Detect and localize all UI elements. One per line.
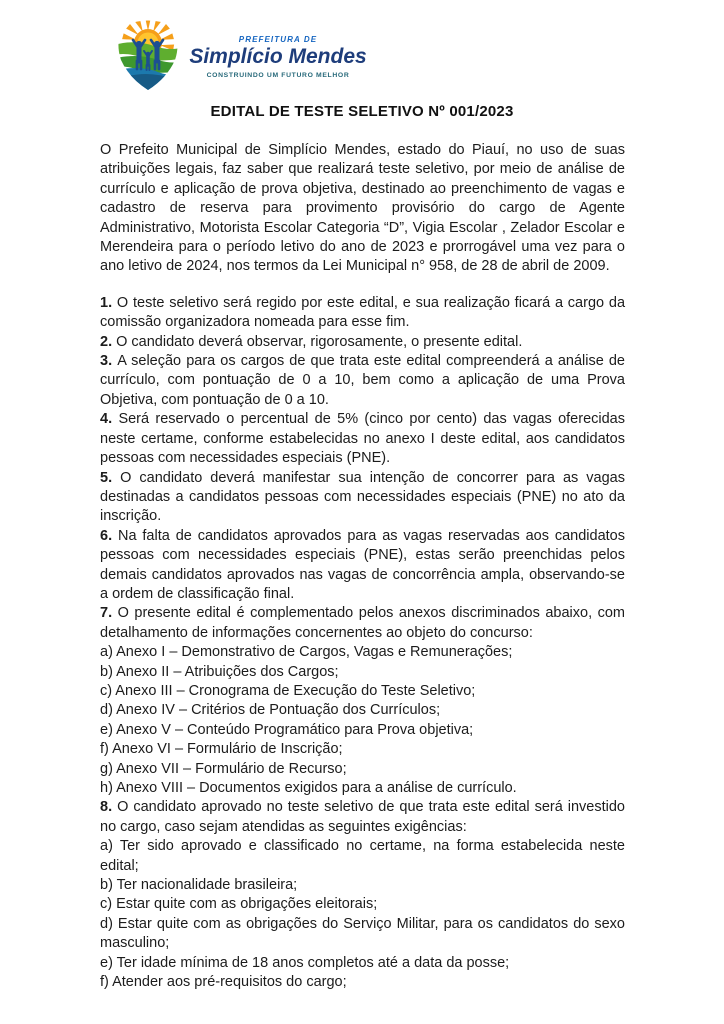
paragraph-number: 8. [100,799,118,816]
paragraph-text: h) Anexo VIII – Documentos exigidos para a análise de currículo. [100,780,517,796]
document-title: EDITAL DE TESTE SELETIVO Nº 001/2023 [210,103,514,120]
paragraph-text: f) Atender aos pré-requisitos do cargo; [100,974,347,991]
logo-text [189,34,367,79]
paragraph [100,954,625,973]
paragraph-text: a) Anexo I – Demonstrativo de Cargos, Vagas e Remunerações; [100,644,513,661]
logo-city-name: Simplício Mendes [189,44,367,68]
paragraph-text: O candidato deverá manifestar sua intenção de concorrer para as vagas destinadas a candidatos pessoas com necessidades especiais (PNE) no ato da inscrição. [100,469,626,525]
paragraph [100,721,625,740]
paragraph-text: b) Anexo II – Atribuições dos Cargos; [100,663,339,680]
paragraph-text: d) Anexo IV – Critérios de Pontuação dos Currículos; [100,702,441,719]
paragraph [100,798,625,837]
logo-prefeitura-de: PREFEITURA DE [238,34,318,44]
paragraph [100,760,625,779]
paragraph [100,663,625,682]
paragraph-text: b) Ter nacionalidade brasileira; [100,877,298,894]
paragraph [100,973,625,992]
municipality-logo [110,12,367,97]
paragraph-text: g) Anexo VII – Formulário de Recurso; [100,760,347,777]
paragraph [100,604,625,643]
paragraph [100,527,625,605]
paragraph-number: 7. [100,605,118,622]
paragraph [100,837,625,876]
paragraph [100,469,625,527]
paragraph-text: O candidato aprovado no teste seletivo de que trata este edital será investido no cargo, caso sejam atendidas as seguintes exigências: [100,799,625,835]
paragraph-number: 1. [100,294,117,311]
paragraph-text: e) Anexo V – Conteúdo Programático para Prova objetiva; [100,721,474,738]
paragraph-text: Será reservado o percentual de 5% (cinco por cento) das vagas oferecidas neste certame, conforme estabelecidas no anexo I deste edital, aos candidatos pessoas com necessidades especiais (PNE). [100,411,625,467]
paragraph [100,779,625,798]
paragraph-text: d) Estar quite com as obrigações do Serviço Militar, para os candidatos do sexo masculino; [100,915,625,952]
paragraph [100,352,625,410]
paragraph [100,141,625,277]
water-icon [110,68,186,92]
paragraph [100,876,625,895]
paragraph-text: O Prefeito Municipal de Simplício Mendes, estado do Piauí, no uso de suas atribuições legais, faz saber que realizará teste seletivo, por meio de análise de currículo e aplicação de prova objetiva, destinado ao preenchimento de vagas e cadastro de reserva para provimento provisório do cargo de Agente Administrativo, Motorista Escolar Categoria “D”, Vigia Escolar , Zelador Escolar e Merendeira para o período letivo do ano de 2023 e prorrogável uma vez para o ano letivo de 2024, nos termos da Lei Municipal n° 958, de 28 de abril de 2009. [100,142,625,275]
paragraph [100,410,625,468]
paragraph-number: 6. [100,527,118,544]
paragraph-number: 4. [100,411,119,428]
paragraph-text: c) Estar quite com as obrigações eleitorais; [100,896,378,913]
paragraph [100,915,625,954]
city-emblem-icon [110,12,186,97]
paragraph-text: e) Ter idade mínima de 18 anos completos até a data da posse; [100,954,510,971]
paragraph-text: O presente edital é complementado pelos anexos discriminados abaixo, com detalhamento de informações concernentes ao objeto do concurso: [100,605,626,641]
paragraph [100,895,625,914]
paragraph-text: O teste seletivo será regido por este edital, e sua realização ficará a cargo da comissão organizadora nomeada para esse fim. [100,294,626,331]
paragraph-text: A seleção para os cargos de que trata este edital compreenderá a análise de currículo, com pontuação de 0 a 10, bem como a aplicação de uma Prova Objetiva, com pontuação de 0 a 10. [100,353,625,408]
paragraph [100,740,625,759]
paragraph-text: c) Anexo III – Cronograma de Execução do Teste Seletivo; [100,682,476,699]
paragraph-number: 5. [100,469,121,486]
paragraph [100,701,625,720]
document-body [100,141,625,992]
paragraph-text: f) Anexo VI – Formulário de Inscrição; [100,741,343,758]
paragraph-text: Na falta de candidatos aprovados para as vagas reservadas aos candidatos pessoas com necessidades especiais (PNE), estas serão preenchidas pelos demais candidatos aprovados nas vagas de concorrência ampla, observando-se a ordem de classificação final. [100,527,625,602]
paragraph-number: 2. [100,333,117,350]
logo-slogan: CONSTRUINDO UM FUTURO MELHOR [206,71,350,79]
paragraph [100,643,625,662]
paragraph-text: O candidato deverá observar, rigorosamente, o presente edital. [116,333,523,350]
paragraph [100,333,625,352]
paragraph-text: a) Ter sido aprovado e classificado no certame, na forma estabelecida neste edital; [100,838,625,874]
paragraph [100,294,625,333]
paragraph-number: 3. [100,353,118,370]
paragraph [100,682,625,701]
